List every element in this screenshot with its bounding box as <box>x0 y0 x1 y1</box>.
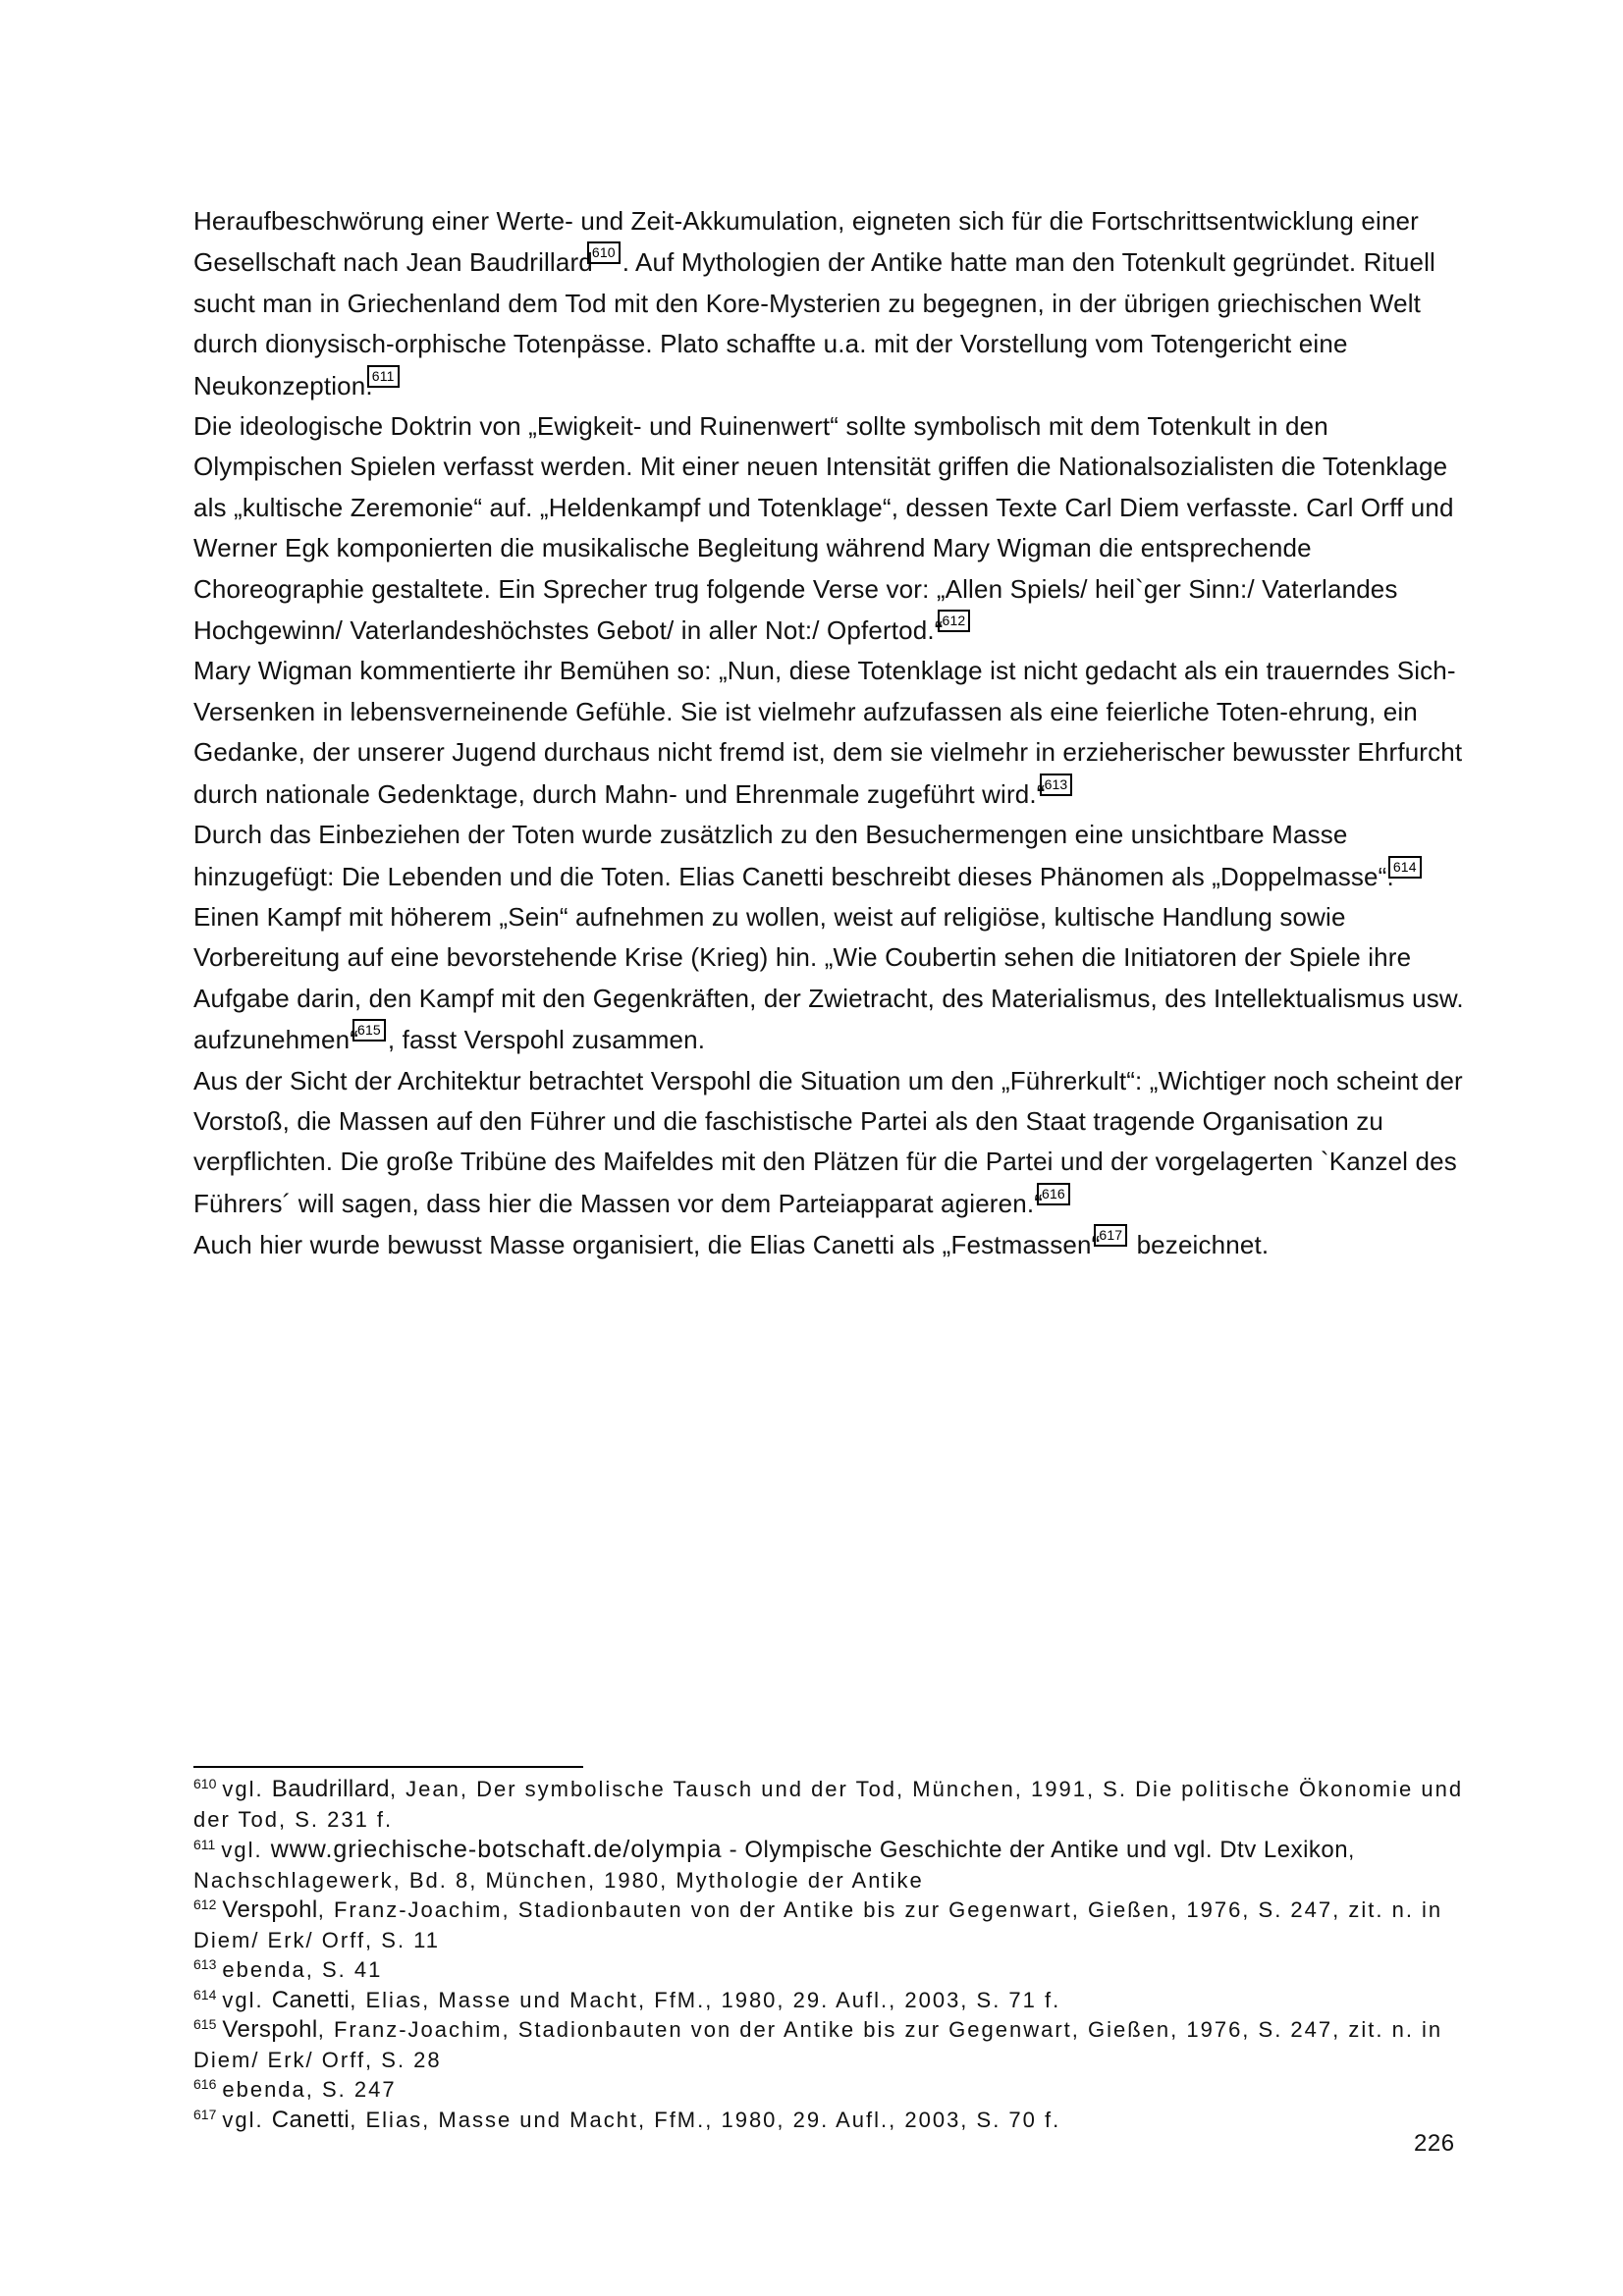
footnote-614 <box>193 1986 1470 2016</box>
paragraph-7-text-a: Auch hier wurde bewusst Masse organisiert, die Elias Canetti als „Festmassen“ <box>193 1230 1101 1260</box>
footnote-separator <box>193 1766 583 1768</box>
footnote-number: 617 <box>193 2106 217 2122</box>
body-text <box>193 201 1470 1266</box>
footnote-text: vgl. <box>222 1987 272 2012</box>
footnote-text: , Franz-Joachim, Stadionbauten von der Antike bis zur Gegenwart, Gießen, 1976, S. 247, zit. n. in Diem/ Erk/ Orff, S. 28 <box>193 2017 1443 2072</box>
footnote-ref-610[interactable]: 610 <box>587 241 621 264</box>
footnote-text: vgl. <box>222 1777 272 1801</box>
footnote-link[interactable]: www.griechische-botschaft.de/olympia <box>270 1836 723 1863</box>
footnote-number: 612 <box>193 1896 217 1912</box>
paragraph-1-text-a: Heraufbeschwörung einer Werte- und Zeit-Akkumulation, eigneten sich für die Fortschrittsentwicklung einer Gesellschaft nach Jean Baudrillard <box>193 206 1419 278</box>
paragraph-7-text-b: bezeichnet. <box>1129 1230 1270 1260</box>
footnote-text: , Franz-Joachim, Stadionbauten von der Antike bis zur Gegenwart, Gießen, 1976, S. 247, zit. n. in Diem/ Erk/ Orff, S. 11 <box>193 1897 1443 1952</box>
paragraph-3-text: Mary Wigman kommentierte ihr Bemühen so: „Nun, diese Totenklage ist nicht gedacht als ein trauerndes Sich-Versenken in lebensverneinende Gefühle. Sie ist vielmehr aufzufassen als eine feierliche Toten-ehrung, ein Gedanke, der unserer Jugend durchaus nicht fremd ist, dem sie vielmehr in erzieherischer bewusster Ehrfurcht durch nationale Gedenktage, durch Mahn- und Ehrenmale zugeführt wird.“ <box>193 656 1463 809</box>
footnote-ref-612[interactable]: 612 <box>938 610 971 632</box>
paragraph-4 <box>193 815 1470 897</box>
footnote-text: Lexikon <box>1263 1837 1349 1863</box>
footnote-number: 611 <box>193 1837 216 1852</box>
footnote-611 <box>193 1835 1470 1896</box>
paragraph-6-text: Aus der Sicht der Architektur betrachtet Verspohl die Situation um den „Führerkult“: „Wichtiger noch scheint der Vorstoß, die Massen auf den Führer und die faschistische Partei als den Staat tragende Organisation zu verpflichten. Die große Tribüne des Maifeldes mit den Plätzen für die Partei und der vorgelagerten `Kanzel des Führers´ will sagen, dass hier die Massen vor dem Parteiapparat agieren.“ <box>193 1065 1463 1218</box>
footnote-613 <box>193 1955 1470 1986</box>
footnote-text: ebenda, S. 41 <box>222 1957 383 1982</box>
paragraph-1-text-b: . Auf Mythologien der Antike hatte man den Totenkult gegründet. Rituell sucht man in Griechenland dem Tod mit den Kore-Mysterien zu begegnen, in der übrigen griechischen Welt durch dionysisch-orphische Totenpässe. Plato schaffte u.a. mit der Vorstellung vom Totengericht eine Neukonzeption. <box>193 247 1435 400</box>
footnote-ref-614[interactable]: 614 <box>1388 856 1422 879</box>
footnote-615 <box>193 2015 1470 2075</box>
footnote-text: - Olympische Geschichte der Antike und vgl. Dtv <box>722 1837 1264 1863</box>
footnote-number: 616 <box>193 2076 217 2092</box>
paragraph-2-text: Die ideologische Doktrin von „Ewigkeit- und Ruinenwert“ sollte symbolisch mit dem Totenkult in den Olympischen Spielen verfasst werden. Mit einer neuen Intensität griffen die Nationalsozialisten die Totenklage als „kultische Zeremonie“ auf. „Heldenkampf und Totenklage“, dessen Texte Carl Diem verfasste. Carl Orff und Werner Egk komponierten die musikalische Begleitung während Mary Wigman die entsprechende Choreographie gestaltete. Ein Sprecher trug folgende Verse vor: „Allen Spiels/ heil`ger Sinn:/ Vaterlandes Hochgewinn/ Vaterlandeshöchstes Gebot/ in aller Not:/ Opfertod.“ <box>193 411 1454 646</box>
paragraph-4-text: Durch das Einbeziehen der Toten wurde zusätzlich zu den Besuchermengen eine unsichtbare Masse hinzugefügt: Die Lebenden und die Toten. Elias Canetti beschreibt dieses Phänomen als „Doppelmasse“. <box>193 820 1394 891</box>
footnote-610 <box>193 1775 1470 1835</box>
paragraph-2 <box>193 406 1470 651</box>
footnote-ref-613[interactable]: 613 <box>1040 774 1073 796</box>
footnote-text: vgl. <box>222 2107 272 2132</box>
footnote-616 <box>193 2075 1470 2106</box>
footnote-text: , Nachschlagewerk, Bd. 8, München, 1980, Mythologie der Antike <box>193 1838 1357 1893</box>
paragraph-3 <box>193 651 1470 815</box>
paragraph-6 <box>193 1061 1470 1225</box>
paragraph-5-text-b: , fasst Verspohl zusammen. <box>387 1025 706 1055</box>
footnotes <box>193 1775 1470 2135</box>
footnote-text: ebenda, S. 247 <box>222 2077 397 2102</box>
footnote-number: 613 <box>193 1956 217 1972</box>
footnote-ref-616[interactable]: 616 <box>1037 1183 1070 1205</box>
footnote-617 <box>193 2106 1470 2136</box>
footnote-ref-617[interactable]: 617 <box>1094 1224 1127 1247</box>
footnote-number: 615 <box>193 2016 217 2032</box>
paragraph-1 <box>193 201 1470 406</box>
page-number: 226 <box>1414 2130 1455 2157</box>
footnote-612 <box>193 1896 1470 1955</box>
footnote-text: , Jean, Der symbolische Tausch und der Tod, München, 1991, S. Die politische Ökonomie und der Tod, S. 231 f. <box>193 1777 1464 1832</box>
footnote-text: , Elias, Masse und Macht, FfM., 1980, 29. Aufl., 2003, S. 71 f. <box>350 1987 1061 2012</box>
paragraph-5 <box>193 897 1470 1061</box>
footnote-ref-615[interactable]: 615 <box>352 1019 386 1041</box>
paragraph-5-text-a: Einen Kampf mit höherem „Sein“ aufnehmen zu wollen, weist auf religiöse, kultische Handlung sowie Vorbereitung auf eine bevorstehende Krise (Krieg) hin. „Wie Coubertin sehen die Initiatoren der Spiele ihre Aufgabe darin, den Kampf mit den Gegenkräften, der Zwietracht, des Materialismus, des Intellektualismus usw. aufzunehmen“ <box>193 901 1464 1055</box>
footnote-author: Verspohl <box>222 2016 318 2043</box>
footnote-text: , Elias, Masse und Macht, FfM., 1980, 29. Aufl., 2003, S. 70 f. <box>350 2107 1061 2132</box>
footnote-text: vgl. <box>221 1838 271 1862</box>
footnote-author: Baudrillard <box>271 1776 390 1802</box>
footnote-author: Canetti <box>271 2106 351 2133</box>
footnote-author: Canetti <box>271 1986 351 2013</box>
paragraph-7 <box>193 1224 1470 1265</box>
footnote-author: Verspohl <box>222 1896 318 1923</box>
footnote-number: 610 <box>193 1776 217 1791</box>
footnote-ref-611[interactable]: 611 <box>367 365 400 388</box>
footnote-number: 614 <box>193 1986 217 2002</box>
